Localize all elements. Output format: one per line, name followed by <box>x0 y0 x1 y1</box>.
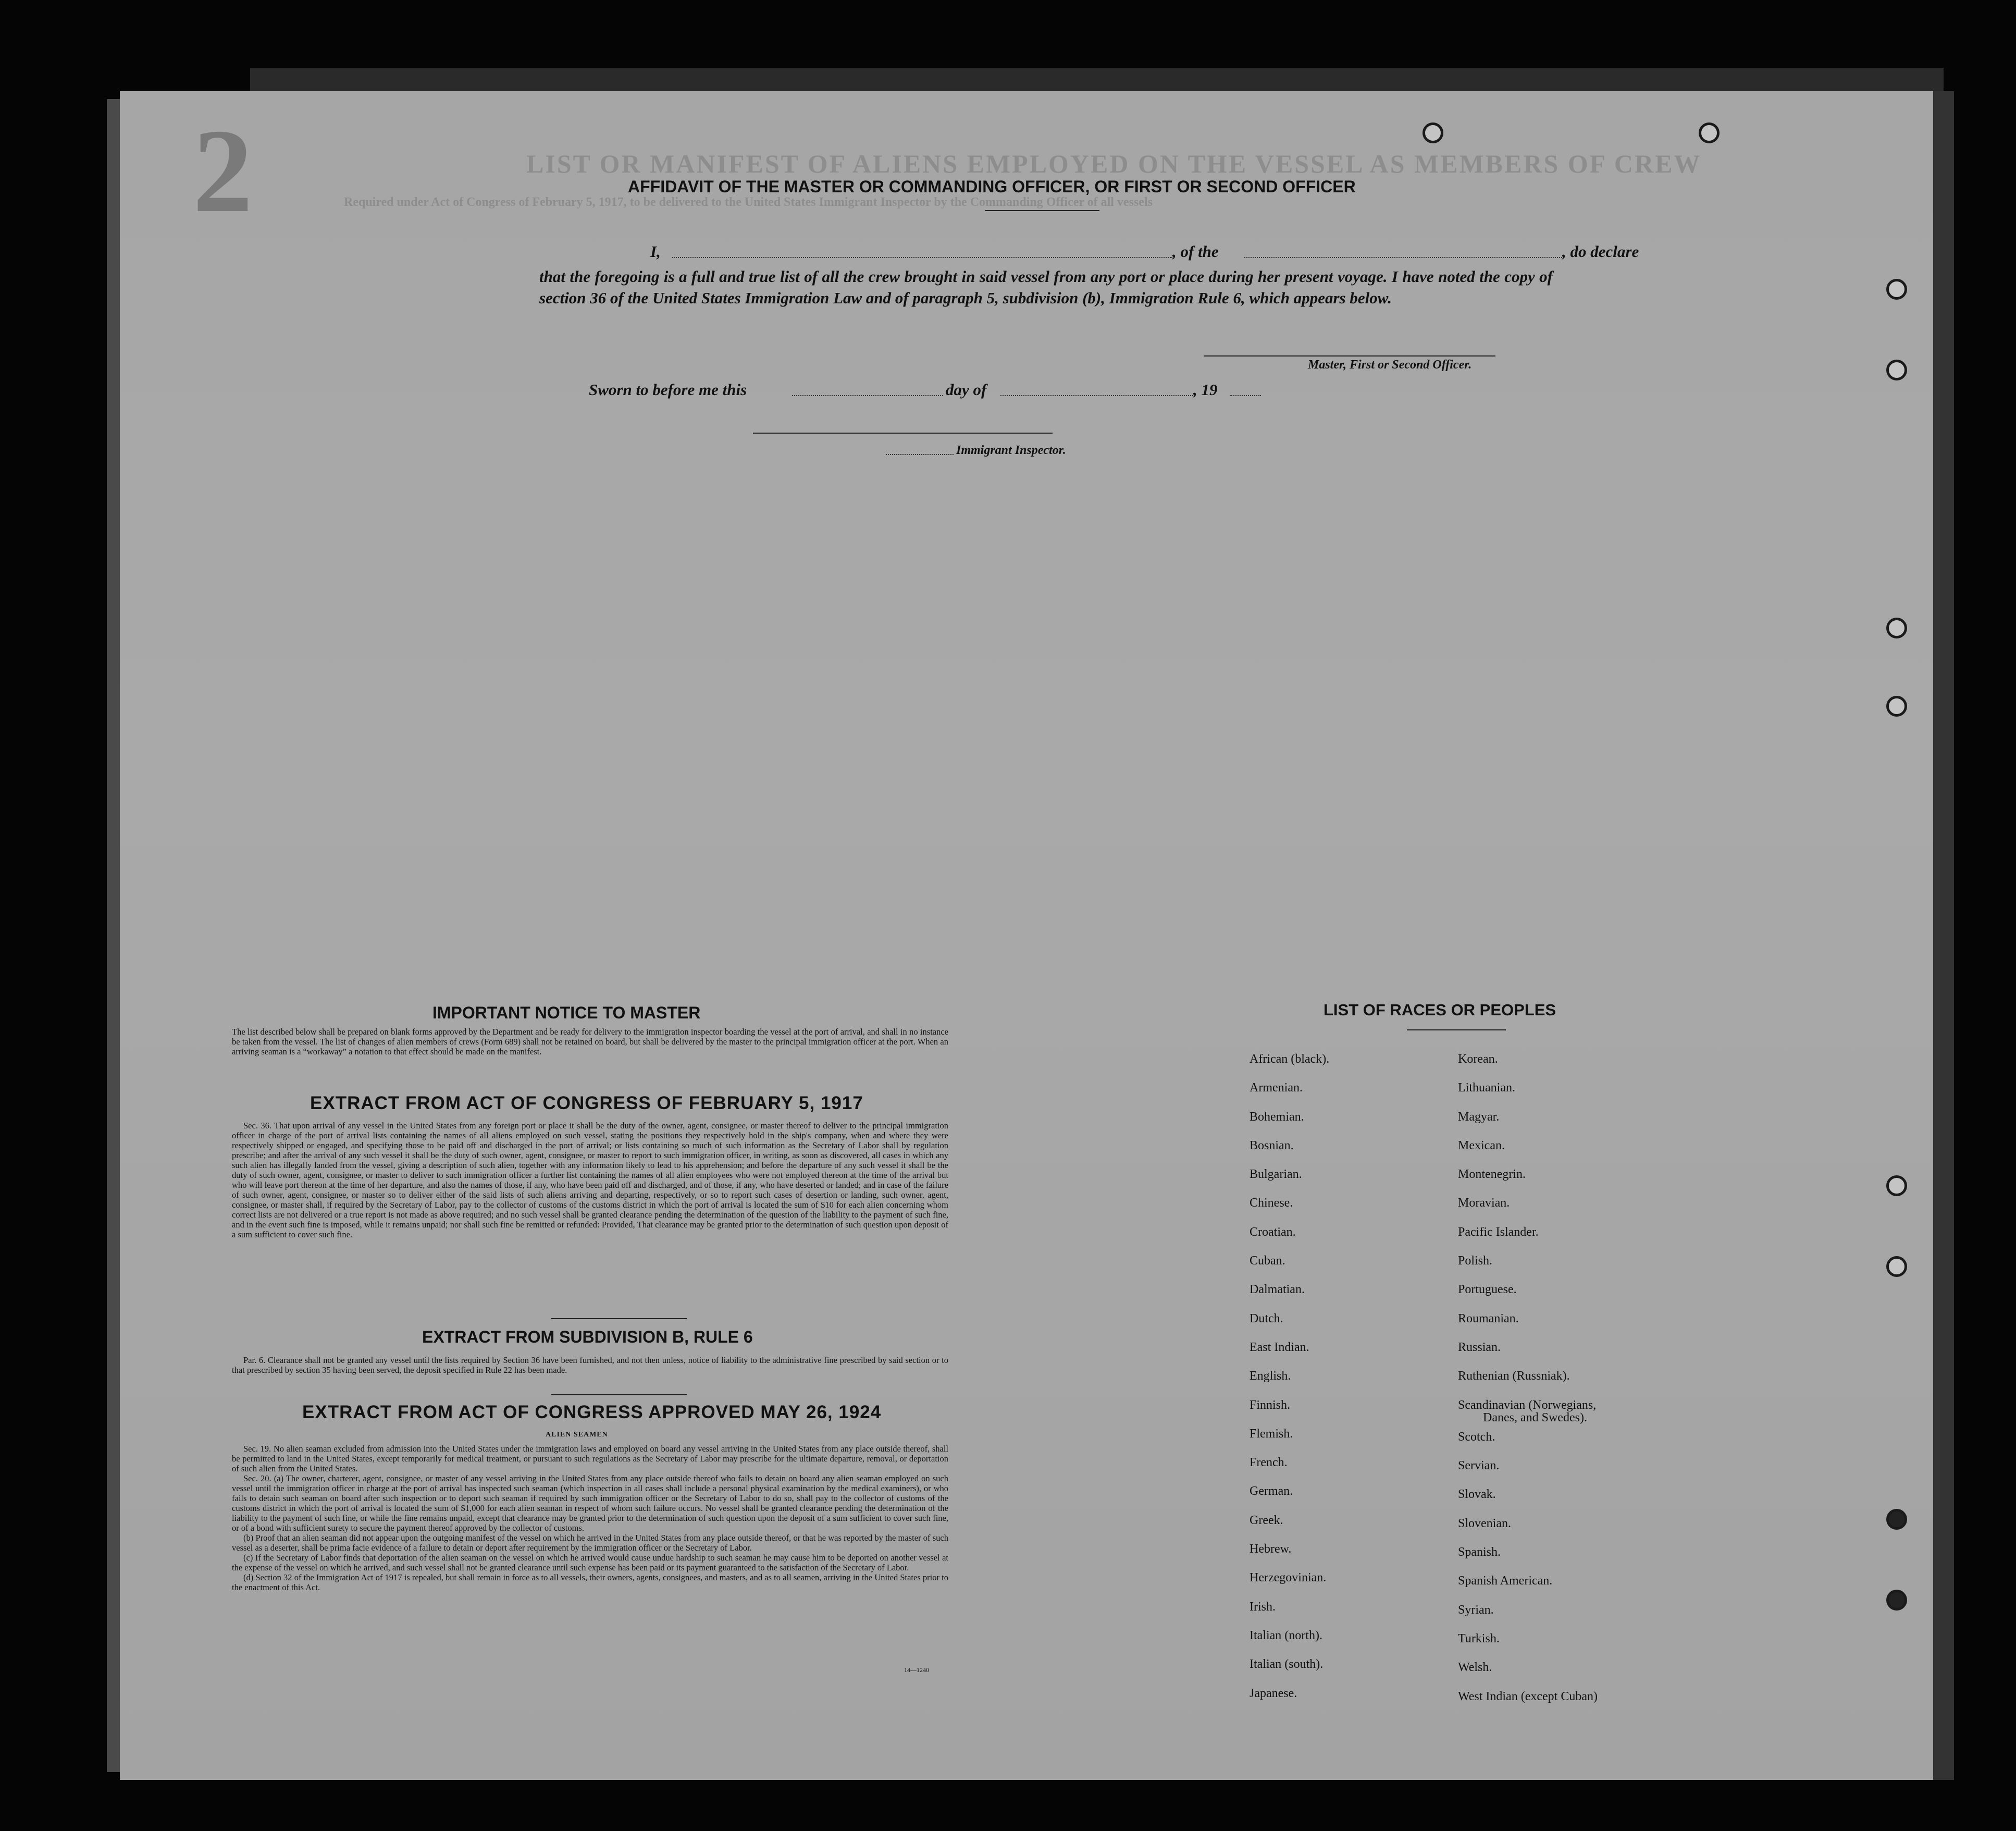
race-item: Dutch. <box>1250 1311 1283 1325</box>
race-item: Japanese. <box>1250 1686 1297 1700</box>
race-item: Spanish. <box>1458 1545 1501 1559</box>
race-item: Italian (south). <box>1250 1657 1324 1672</box>
binder-hole-icon <box>1886 360 1907 380</box>
race-item: French. <box>1250 1456 1288 1470</box>
races-right-column <box>1458 1045 1598 1711</box>
extract-rule6-body: Par. 6. Clearance shall not be granted any vessel until the lists required by Section 36 have been furnished, and not then unless, notice of liability to the administrative fine prescribed by said section or to that prescribed by section 35 having been served, the deposit specified in Rule 22 has been made. <box>232 1355 948 1375</box>
sec-20b-paragraph: (b) Proof that an alien seaman did not appear upon the outgoing manifest of the vessel on which he arrived in the United States from any place outside thereof, or that he was reported by the master of such vessel as a deserter, shall be prima facie evidence of a failure to detain or deport after requirement by the immigration officer or the Secretary of Labor. <box>232 1533 948 1553</box>
sec-20a-paragraph: Sec. 20. (a) The owner, charterer, agent, consignee, or master of any vessel arriving in the United States from any place outside thereof who fails to detain on board any alien seaman employed on such vessel until the immigration officer in charge at the port of arrival has inspected such seaman (which inspection in all cases shall include a personal physical examination by the medical examiners), or who fails to detain such seaman on board after such inspection or to deport such seaman if required by such immigration officer or the Secretary of Labor to do so, shall pay to the collector of customs of the customs district in which the port of arrival is located the sum of $1,000 for each alien seaman in respect of whom such failure occurs. No vessel shall be granted clearance pending the determination of the liability to the payment of such fine, or while the fine remains unpaid, except that clearance may be granted prior to the determination of such question upon the deposit of a sum sufficient to cover such fine, or of a bond with sufficient surety to secure the payment thereof approved by the collector of customs. <box>232 1473 948 1533</box>
race-item: East Indian. <box>1250 1340 1309 1354</box>
race-item: English. <box>1250 1369 1291 1383</box>
race-item: Korean. <box>1458 1052 1498 1066</box>
binder-hole-icon <box>1886 279 1907 300</box>
race-item: Welsh. <box>1458 1661 1492 1675</box>
sworn-year-label: , 19 <box>1193 380 1218 399</box>
sworn-year-blank <box>1230 395 1261 396</box>
race-item: Flemish. <box>1250 1427 1293 1441</box>
sec-20c-paragraph: (c) If the Secretary of Labor finds that deportation of the alien seaman on the vessel on which he arrived would cause undue hardship to such seaman he may cause him to be deported on another vessel at the expense of the vessel on which he arrived, and such vessel shall not be granted clearance until such expense has been paid or its payment guaranteed to the satisfaction of the Secretary of Labor. <box>232 1553 948 1572</box>
master-signature-line <box>1204 355 1495 357</box>
races-title: LIST OF RACES OR PEOPLES <box>1324 1001 1556 1019</box>
race-item: Russian. <box>1458 1340 1501 1354</box>
race-item: Lithuanian. <box>1458 1081 1515 1095</box>
binder-hole-icon <box>1423 122 1443 143</box>
sworn-month-blank <box>1000 395 1193 396</box>
race-item: Greek. <box>1250 1513 1283 1527</box>
race-item: Mexican. <box>1458 1138 1505 1152</box>
binder-hole-icon <box>1886 1590 1907 1611</box>
race-item: Polish. <box>1458 1254 1493 1268</box>
race-item: Italian (north). <box>1250 1628 1322 1642</box>
backing-sheet-right <box>1931 91 1954 1780</box>
race-item: Armenian. <box>1250 1081 1303 1095</box>
act-1924-separator <box>551 1394 687 1395</box>
extract-rule6-title: EXTRACT FROM SUBDIVISION B, RULE 6 <box>422 1328 753 1346</box>
alien-seamen-subtitle: ALIEN SEAMEN <box>546 1431 608 1439</box>
race-item: Hebrew. <box>1250 1542 1292 1556</box>
race-item: Bosnian. <box>1250 1138 1294 1152</box>
extract-1924-title: EXTRACT FROM ACT OF CONGRESS APPROVED MAY 26, 1924 <box>302 1402 882 1422</box>
race-item: Pacific Islander. <box>1458 1225 1539 1239</box>
binder-hole-icon <box>1886 1175 1907 1196</box>
affidavit-vessel-blank <box>1244 257 1562 258</box>
notice-body: The list described below shall be prepared on blank forms approved by the Department and be ready for delivery to the immigration inspector boarding the vessel at the port of arrival, and shall in no instance be taken from the vessel. The list of changes of alien members of crews (Form 689) shall not be retained on board, but shall be delivered by the master to the principal immigration officer at the port. When an arriving seaman is a “workaway” a notation to that effect should be made on the manifest. <box>232 1027 948 1056</box>
inspector-dotted <box>886 454 954 455</box>
ghost-header-subtitle: Required under Act of Congress of February 5, 1917, to be delivered to the United States Immigrant Inspector by the Commanding Officer of all vessels <box>344 195 1153 209</box>
affidavit-i-label: I, <box>650 242 661 261</box>
manifest-page <box>120 91 1933 1780</box>
races-title-rule <box>1407 1029 1506 1030</box>
race-item: African (black). <box>1250 1052 1330 1066</box>
race-item: Dalmatian. <box>1250 1283 1305 1297</box>
race-item: Chinese. <box>1250 1196 1293 1210</box>
affidavit-of-the-label: , of the <box>1172 242 1219 261</box>
race-item: Magyar. <box>1458 1110 1500 1124</box>
extract-1917-body: Sec. 36. That upon arrival of any vessel in the United States from any foreign port or place it shall be the duty of the owner, agent, consignee, or master thereof to deliver to the principal immigration officer in charge of the port of arrival lists containing the names of all aliens employed on such vessel, stating the positions they respectively hold in the ship's company, when and where they were respectively shipped or engaged, and specifying those to be paid off and discharged in the port of arrival; or lists containing so much of such information as the Secretary of Labor shall by regulation prescribe; and after the arrival of any such vessel it shall be the duty of such owner, agent, consignee, or master to report to such immigration officer, in writing, as soon as discovered, all cases in which any such alien has illegally landed from the vessel, giving a description of such alien, together with any information likely to lead to his apprehension; and before the departure of any such vessel it shall be the duty of such owner, agent, consignee, or master to deliver to such immigration officer a further list containing the names of all alien employees who were not employed thereon at the time of the arrival but who will leave port thereon at the time of her departure, and also the names of those, if any, who have been paid off and discharged, and of those, if any, who have deserted or landed; and in case of the failure of such owner, agent, consignee, or master so to deliver either of the said lists of such aliens arriving and departing, respectively, or so to report such cases of desertion or landing, such owner, agent, consignee, or master shall, if required by the Secretary of Labor, pay to the collector of customs of the customs district in which the port of arrival is located the sum of $10 for each alien concerning whom correct lists are not delivered or a true report is not made as above required; and no such vessel shall be granted clearance pending the determination of the question of the liability to the payment of such fine, and in the event such fine is imposed, while it remains unpaid; nor shall such fine be remitted or refunded: Provided, That clearance may be granted prior to the determination of such question upon deposit of a sum sufficient to cover such fine. <box>232 1121 948 1239</box>
form-number: 14—1240 <box>904 1666 929 1674</box>
race-item: West Indian (except Cuban) <box>1458 1689 1598 1703</box>
affidavit-title: AFFIDAVIT OF THE MASTER OR COMMANDING OFFICER, OR FIRST OR SECOND OFFICER <box>628 177 1356 196</box>
binder-hole-icon <box>1699 122 1720 143</box>
race-item: Scandinavian (Norwegians, <box>1458 1398 1597 1412</box>
race-item: Croatian. <box>1250 1225 1296 1239</box>
race-item: Servian. <box>1458 1459 1500 1473</box>
race-item: Cuban. <box>1250 1254 1285 1268</box>
sworn-day-label: day of <box>946 380 987 399</box>
race-item: Ruthenian (Russniak). <box>1458 1369 1570 1383</box>
binder-hole-icon <box>1886 618 1907 638</box>
notice-title: IMPORTANT NOTICE TO MASTER <box>432 1003 701 1022</box>
race-item: Spanish American. <box>1458 1574 1553 1588</box>
inspector-signature-line <box>753 433 1053 434</box>
extract-1917-title: EXTRACT FROM ACT OF CONGRESS OF FEBRUARY 5, 1917 <box>310 1093 863 1113</box>
race-item: Montenegrin. <box>1458 1168 1526 1182</box>
race-item: Portuguese. <box>1458 1283 1517 1297</box>
rule-6-separator <box>551 1318 687 1319</box>
race-item: Irish. <box>1250 1600 1276 1614</box>
inspector-label: Immigrant Inspector. <box>956 444 1066 457</box>
binder-hole-icon <box>1886 696 1907 717</box>
race-item: Finnish. <box>1250 1398 1291 1412</box>
affidavit-declare-label: , do declare <box>1562 242 1639 261</box>
binder-hole-icon <box>1886 1509 1907 1530</box>
race-item: Syrian. <box>1458 1603 1494 1617</box>
affidavit-title-rule <box>985 210 1099 211</box>
race-item: Turkish. <box>1458 1631 1500 1645</box>
race-item: Moravian. <box>1458 1196 1510 1210</box>
races-left-column <box>1250 1045 1329 1708</box>
master-signature-label: Master, First or Second Officer. <box>1308 358 1472 372</box>
binder-hole-icon <box>1886 1256 1907 1277</box>
race-item: Bulgarian. <box>1250 1168 1302 1182</box>
race-item: Slovenian. <box>1458 1516 1511 1530</box>
ghost-header-title: LIST OR MANIFEST OF ALIENS EMPLOYED ON THE VESSEL AS MEMBERS OF CREW <box>526 149 1702 178</box>
race-item: German. <box>1250 1484 1293 1498</box>
race-item: Roumanian. <box>1458 1311 1519 1325</box>
extract-1924-body <box>232 1444 948 1592</box>
page-corner-number: 2 <box>193 104 253 237</box>
sec-19-paragraph: Sec. 19. No alien seaman excluded from admission into the United States under the immigration laws and employed on board any vessel arriving in the United States from any place outside thereof, shall be permitted to land in the United States, except temporarily for medical treatment, or pursuant to such regulations as the Secretary of Labor may prescribe for the ultimate departure, removal, or deportation of such alien from the United States. <box>232 1444 948 1473</box>
race-item: Slovak. <box>1458 1488 1496 1502</box>
race-item: Bohemian. <box>1250 1110 1304 1124</box>
race-item: Scotch. <box>1458 1430 1495 1444</box>
race-item: Herzegovinian. <box>1250 1571 1327 1585</box>
sworn-day-blank <box>792 395 943 396</box>
sec-20d-paragraph: (d) Section 32 of the Immigration Act of 1917 is repealed, but shall remain in force as to all vessels, their owners, agents, consignees, and masters, and as to all seamen, arriving in the United States prior to the enactment of this Act. <box>232 1572 948 1592</box>
race-item-continuation: Danes, and Swedes). <box>1483 1410 1587 1424</box>
affidavit-body: that the foregoing is a full and true list of all the crew brought in said vessel from any port or place during her present voyage. I have noted the copy of section 36 of the United States Immigration Law and of paragraph 5, subdivision (b), Immigration Rule 6, which appears below. <box>539 267 1553 307</box>
sworn-prefix: Sworn to before me this <box>589 380 747 399</box>
affidavit-name-blank <box>672 257 1172 258</box>
